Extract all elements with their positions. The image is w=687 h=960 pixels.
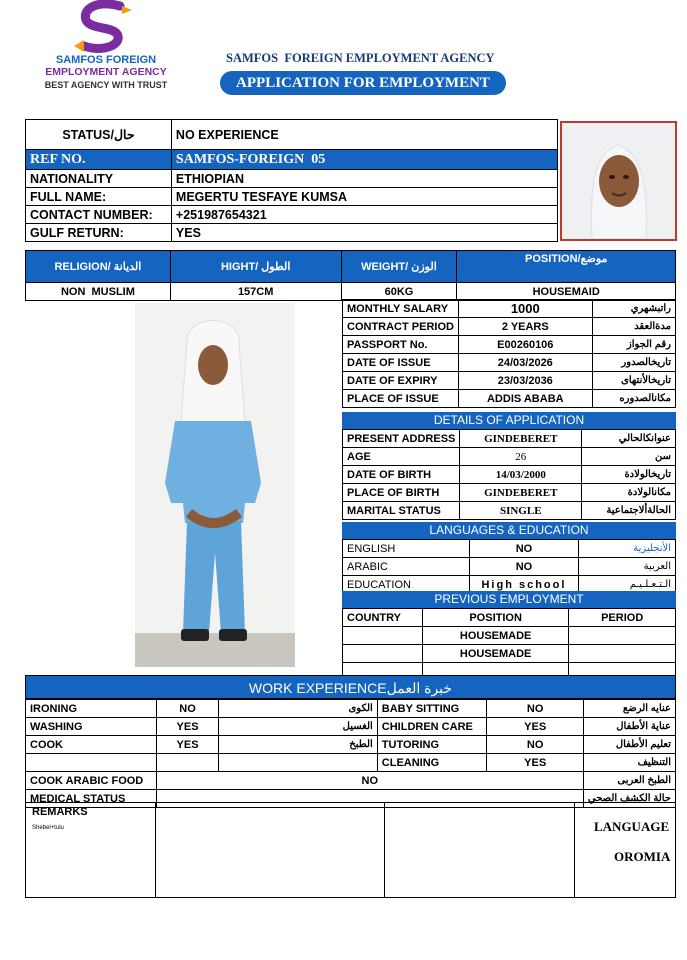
contact-value: +251987654321 — [171, 206, 557, 224]
details-value: 26 — [460, 448, 582, 466]
contract-row — [343, 336, 676, 354]
agency-name: SAMFOS FOREIGN EMPLOYMENT AGENCY — [226, 51, 495, 65]
personal-info-table — [25, 119, 558, 242]
details-value: 14/03/2000 — [460, 466, 582, 484]
gulf-row — [26, 224, 558, 242]
work-skill-value: YES — [156, 736, 219, 754]
languages-table — [342, 539, 676, 594]
gulf-label: GULF RETURN: — [26, 224, 172, 242]
details-table — [342, 429, 676, 520]
work-skill-value: YES — [487, 754, 583, 772]
previous-position: HOUSEMADE — [422, 627, 569, 645]
contract-ar: مدةالعقد — [592, 318, 675, 336]
languages-ar: العربية — [579, 558, 676, 576]
work-skill-value: NO — [487, 736, 583, 754]
contract-value: ADDIS ABABA — [458, 390, 592, 408]
nationality-row — [26, 170, 558, 188]
languages-label: ARABIC — [343, 558, 470, 576]
work-skill-ar: عناية الأطفال — [583, 718, 675, 736]
previous-position: HOUSEMADE — [422, 645, 569, 663]
contract-value: 2 YEARS — [458, 318, 592, 336]
details-row — [343, 448, 676, 466]
ref-label: REF NO. — [26, 150, 172, 170]
contact-row — [26, 206, 558, 224]
work-skill-ar: التنظيف — [583, 754, 675, 772]
work-skill-label: WASHING — [26, 718, 157, 736]
weight-value: 60KG — [341, 283, 457, 301]
contract-label: DATE OF ISSUE — [343, 354, 459, 372]
physical-value-row — [26, 283, 676, 301]
religion-header: RELIGION/ الديانة — [26, 251, 171, 283]
work-row — [26, 718, 676, 736]
contract-label: DATE OF EXPIRY — [343, 372, 459, 390]
contract-row — [343, 354, 676, 372]
contract-label: PASSPORT No. — [343, 336, 459, 354]
cook-arabic-ar: الطبخ العربى — [583, 772, 675, 790]
languages-value: NO — [469, 540, 579, 558]
work-skill-label: TUTORING — [377, 736, 487, 754]
details-ar: عنوانكالحالي — [582, 430, 676, 448]
previous-country — [343, 627, 423, 645]
work-skill-ar: تعليم الأطفال — [583, 736, 675, 754]
previous-country — [343, 645, 423, 663]
work-skill-ar: الكوى — [219, 700, 377, 718]
contract-table — [342, 299, 676, 408]
contract-value: 23/03/2036 — [458, 372, 592, 390]
work-skill-value — [156, 754, 219, 772]
languages-label: ENGLISH — [343, 540, 470, 558]
contract-label: PLACE OF ISSUE — [343, 390, 459, 408]
fullname-label: FULL NAME: — [26, 188, 172, 206]
work-skill-ar: الطبخ — [219, 736, 377, 754]
medical-ar: حالة الكشف الصحي — [583, 790, 675, 808]
details-label: PRESENT ADDRESS — [343, 430, 460, 448]
contract-ar: تاريخالصدور — [592, 354, 675, 372]
contract-label: MONTHLY SALARY — [343, 300, 459, 318]
full-body-figure-icon — [135, 303, 295, 667]
nationality-label: NATIONALITY — [26, 170, 172, 188]
remarks-label: REMARKS — [32, 806, 88, 818]
details-label: PLACE OF BIRTH — [343, 484, 460, 502]
previous-row — [343, 627, 676, 645]
contract-row — [343, 318, 676, 336]
contract-value: E00260106 — [458, 336, 592, 354]
status-label: STATUS/حال — [26, 120, 172, 150]
gulf-value: YES — [171, 224, 557, 242]
work-skill-ar: الغسيل — [219, 718, 377, 736]
work-skill-label: COOK — [26, 736, 157, 754]
period-header: PERIOD — [569, 609, 676, 627]
contract-ar: راتبشهري — [592, 300, 675, 318]
portrait-headshot-icon — [562, 123, 675, 239]
logo-line-2: EMPLOYMENT AGENCY — [45, 66, 167, 78]
ref-row — [26, 150, 558, 170]
language-value: OROMIA — [614, 849, 671, 864]
work-skill-ar: عنايه الرضع — [583, 700, 675, 718]
physical-header-row — [26, 251, 676, 283]
previous-employment-table — [342, 608, 676, 681]
work-skill-value: NO — [156, 700, 219, 718]
contract-row — [343, 372, 676, 390]
contract-row — [343, 390, 676, 408]
logo-line-1: SAMFOS FOREIGN — [55, 54, 157, 66]
full-body-photo — [135, 303, 295, 667]
previous-period — [569, 627, 676, 645]
cook-arabic-row — [26, 772, 676, 790]
details-section-title: DETAILS OF APPLICATION — [342, 412, 676, 429]
work-row — [26, 700, 676, 718]
remarks-box — [25, 802, 676, 898]
details-row — [343, 430, 676, 448]
details-row — [343, 466, 676, 484]
languages-value: NO — [469, 558, 579, 576]
work-row — [26, 736, 676, 754]
languages-ar: الـتـعـلـيـم — [579, 576, 676, 594]
work-skill-label — [26, 754, 157, 772]
fullname-value: MEGERTU TESFAYE KUMSA — [171, 188, 557, 206]
contract-value: 24/03/2026 — [458, 354, 592, 372]
contact-label: CONTACT NUMBER: — [26, 206, 172, 224]
languages-row — [343, 558, 676, 576]
religion-value: NON MUSLIM — [26, 283, 171, 301]
status-value: NO EXPERIENCE — [171, 120, 557, 150]
work-skill-label: IRONING — [26, 700, 157, 718]
weight-header: WEIGHT/ الوزن — [341, 251, 457, 283]
ref-value: SAMFOS-FOREIGN 05 — [171, 150, 557, 170]
details-row — [343, 484, 676, 502]
languages-section-title: LANGUAGES & EDUCATION — [342, 522, 676, 539]
languages-value: High school — [469, 576, 579, 594]
agency-logo — [22, 0, 190, 92]
details-row — [343, 502, 676, 520]
details-ar: الحالةألاجتماعية — [582, 502, 676, 520]
language-label: LANGUAGE — [594, 819, 670, 834]
logo-s-icon — [68, 0, 138, 56]
previous-row — [343, 645, 676, 663]
contract-label: CONTRACT PERIOD — [343, 318, 459, 336]
contract-ar: مكانالصدوره — [592, 390, 675, 408]
work-experience-table — [25, 699, 676, 808]
work-skill-value: YES — [487, 718, 583, 736]
passport-photo — [560, 121, 677, 241]
fullname-row — [26, 188, 558, 206]
details-value: GINDEBERET — [460, 484, 582, 502]
languages-label: EDUCATION — [343, 576, 470, 594]
details-value: GINDEBERET — [460, 430, 582, 448]
details-value: SINGLE — [460, 502, 582, 520]
form-title: APPLICATION FOR EMPLOYMENT — [220, 71, 506, 95]
country-header: COUNTRY — [343, 609, 423, 627]
status-row — [26, 120, 558, 150]
nationality-value: ETHIOPIAN — [171, 170, 557, 188]
contract-ar: تاريخالأنتهاى — [592, 372, 675, 390]
contract-row — [343, 300, 676, 318]
previous-period — [569, 645, 676, 663]
work-skill-value: NO — [487, 700, 583, 718]
work-skill-label: BABY SITTING — [377, 700, 487, 718]
height-header: HIGHT/ الطول — [170, 251, 341, 283]
work-skill-ar — [219, 754, 377, 772]
details-ar: سن — [582, 448, 676, 466]
position-header: POSITION/موضع — [457, 251, 676, 283]
work-skill-label: CLEANING — [377, 754, 487, 772]
position-col-header: POSITION — [422, 609, 569, 627]
physical-table — [25, 250, 676, 301]
height-value: 157CM — [170, 283, 341, 301]
remarks-note: Shebel+tulu — [32, 825, 64, 831]
work-skill-value: YES — [156, 718, 219, 736]
work-row — [26, 754, 676, 772]
cook-arabic-label: COOK ARABIC FOOD — [26, 772, 157, 790]
languages-ar: الأنجليزية — [579, 540, 676, 558]
cook-arabic-value: NO — [156, 772, 583, 790]
logo-tagline: BEST AGENCY WITH TRUST — [44, 80, 168, 90]
work-experience-title: WORK EXPERIENCEخبرة العمل — [25, 675, 676, 699]
languages-row — [343, 540, 676, 558]
details-label: AGE — [343, 448, 460, 466]
medical-label: MEDICAL STATUS — [26, 790, 157, 808]
contract-value: 1000 — [458, 300, 592, 318]
details-label: DATE OF BIRTH — [343, 466, 460, 484]
details-ar: تاريخالولادة — [582, 466, 676, 484]
previous-header-row — [343, 609, 676, 627]
position-value: HOUSEMAID — [457, 283, 676, 301]
work-skill-label: CHILDREN CARE — [377, 718, 487, 736]
previous-section-title: PREVIOUS EMPLOYMENT — [342, 591, 676, 608]
details-ar: مكانالولادة — [582, 484, 676, 502]
details-label: MARITAL STATUS — [343, 502, 460, 520]
contract-ar: رقم الجواز — [592, 336, 675, 354]
